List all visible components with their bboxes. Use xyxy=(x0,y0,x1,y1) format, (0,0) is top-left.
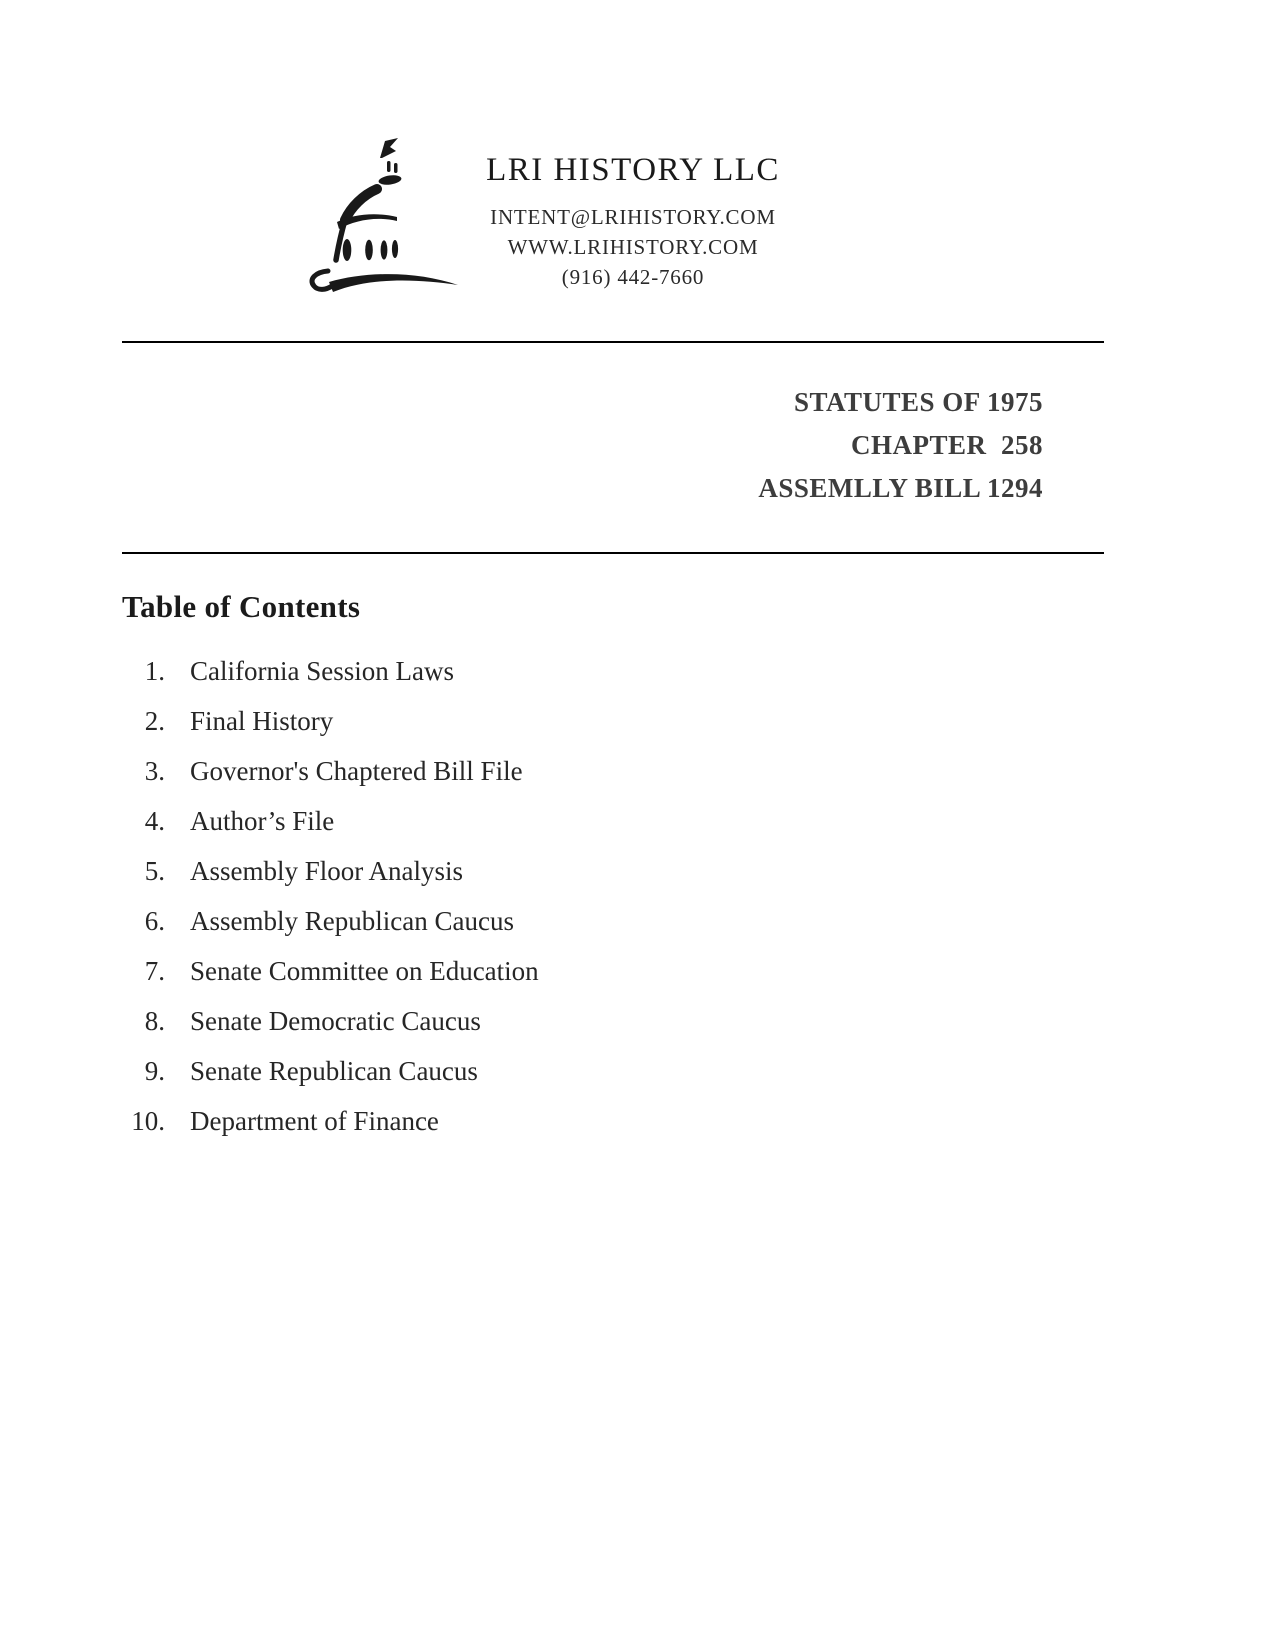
assembly-bill-line: ASSEMLLY BILL 1294 xyxy=(758,473,1043,503)
toc-item-label: Final History xyxy=(190,705,334,736)
toc-item-number: 3. xyxy=(144,755,165,786)
toc-item xyxy=(95,796,539,846)
toc-list xyxy=(95,646,539,1146)
toc-item-label: California Session Laws xyxy=(190,655,454,686)
divider-bottom xyxy=(122,552,1104,554)
toc-item xyxy=(95,846,539,896)
toc-item-label: Senate Committee on Education xyxy=(190,955,539,986)
company-phone: (916) 442-7660 xyxy=(561,265,705,289)
toc-item xyxy=(95,1046,539,1096)
toc-item-label: Governor's Chaptered Bill File xyxy=(190,755,523,786)
toc-item xyxy=(95,696,539,746)
toc-item-number: 10. xyxy=(131,1105,165,1136)
toc-item xyxy=(95,996,539,1046)
company-email: INTENT@LRIHISTORY.COM xyxy=(490,205,776,229)
toc-item-number: 5. xyxy=(144,855,165,886)
bill-title-block xyxy=(758,381,1043,510)
company-header xyxy=(433,152,833,292)
company-website: WWW.LRIHISTORY.COM xyxy=(507,235,759,259)
toc-item xyxy=(95,746,539,796)
toc-item-label: Author’s File xyxy=(190,805,335,836)
toc-item-number: 1. xyxy=(144,655,165,686)
toc-item-label: Senate Democratic Caucus xyxy=(190,1005,481,1036)
toc-item-number: 7. xyxy=(144,955,165,986)
toc-item-number: 2. xyxy=(144,705,165,736)
toc-item xyxy=(95,1096,539,1146)
toc-item-number: 9. xyxy=(144,1055,165,1086)
toc-item-number: 6. xyxy=(144,905,165,936)
toc-item-number: 8. xyxy=(144,1005,165,1036)
toc-heading: Table of Contents xyxy=(122,589,361,624)
divider-top xyxy=(122,341,1104,343)
toc-item xyxy=(95,896,539,946)
toc-item-label: Assembly Floor Analysis xyxy=(190,855,464,886)
statutes-year-line: STATUTES OF 1975 xyxy=(793,387,1043,417)
toc-item xyxy=(95,946,539,996)
chapter-line: CHAPTER 258 xyxy=(850,430,1043,460)
toc-item xyxy=(95,646,539,696)
toc-item-number: 4. xyxy=(144,805,165,836)
toc-item-label: Assembly Republican Caucus xyxy=(190,905,514,936)
toc-item-label: Department of Finance xyxy=(190,1105,439,1136)
company-name: LRI HISTORY LLC xyxy=(486,152,780,188)
toc-item-label: Senate Republican Caucus xyxy=(190,1055,478,1086)
